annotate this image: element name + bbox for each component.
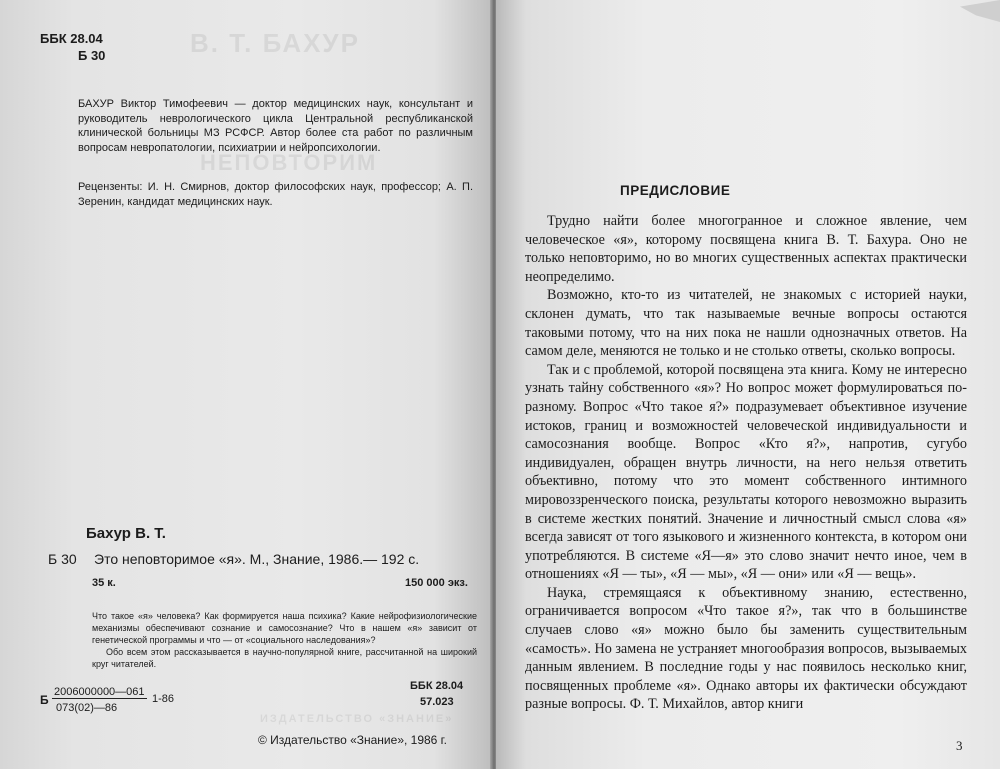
right-page — [496, 0, 1000, 769]
index-suffix: 1-86 — [152, 693, 175, 705]
catalog-author: Бахур В. Т. — [86, 525, 166, 542]
bbk-top: ББК 28.04 — [40, 31, 103, 46]
preface-body — [525, 212, 967, 714]
udc-bottom: 57.023 — [420, 696, 454, 708]
bbk-bottom: ББК 28.04 — [410, 680, 464, 692]
index-prefix: Б — [40, 693, 49, 707]
bleed-through-text: В. Т. БАХУР — [190, 28, 360, 58]
index-denominator: 073(02)—86 — [56, 702, 118, 714]
torn-corner — [960, 0, 1000, 22]
annotation-2: Обо всем этом рассказывается в научно-популярной книге, рассчитанной на широкий круг читателей. — [92, 647, 477, 669]
paragraph: Трудно найти более многогранное и сложное явление, чем человеческое «я», которому посвящена книга В. Т. Бахура. Оно не только неповторимо, но во многих существенных аспектах практически неопределимо. — [525, 213, 967, 285]
catalog-code: Б 30 — [48, 551, 77, 567]
copyright: © Издательство «Знание», 1986 г. — [258, 733, 447, 747]
reviewers: Рецензенты: И. Н. Смирнов, доктор философских наук, профессор; А. П. Зеренин, кандидат медицинских наук. — [78, 181, 473, 208]
page-heading: ПРЕДИСЛОВИЕ — [620, 183, 731, 198]
paragraph: Так и с проблемой, которой посвящена эта книга. Кому не интересно узнать тайну собственного «я»? Но вопрос может формулироваться по-разному. Вопрос «Что такое я?» подразумевает объективное изучение истоков, границ и возможностей человеческой индивидуальности и самосознания вообще. Вопрос «Кто я?», напротив, сугубо индивидуален, обращен внутрь личности, на него нельзя ответить объективно, потому что это момент собственного интимного мировоззренческого поиска, результаты которого невозможно выразить в системе жестких понятий. Значение и личностный смысл слова «я» всегда зависят от того языкового и жизненного контекста, в котором они употребляются. В системе «Я—я» это слово значит нечто иное, чем в отношениях «Я — ты», «Я — мы», «Я — они» или «Я — вещь». — [525, 361, 967, 583]
code-top: Б 30 — [78, 48, 106, 63]
bleed-through-text: ИЗДАТЕЛЬСТВО «ЗНАНИЕ» — [260, 713, 454, 725]
left-page — [0, 0, 493, 769]
annotation: Что такое «я» человека? Как формируется наша психика? Какие нейрофизиологические механизмы обеспечивают сознание и самосознание? Что в нашем «я» зависит от генетической программы и что — от «социального наследования»? — [92, 611, 477, 645]
author-bio: БАХУР Виктор Тимофеевич — доктор медицинских наук, консультант и руководитель неврологического цикла Центральной республиканской клинической больницы МЗ РСФСР. Автор более ста работ по различным вопросам невропатологии, психиатрии и нейропсихологии. — [78, 98, 473, 154]
print-run: 150 000 экз. — [405, 577, 468, 589]
paragraph: Возможно, кто-то из читателей, не знакомых с историей науки, склонен думать, что так называемые вечные вопросы остаются таковыми потому, что на них пока не нашли однозначных ответов. На самом деле, меняются не только и не столько ответы, сколько вопросы. — [525, 287, 967, 360]
index-numerator: 2006000000—061 — [54, 686, 145, 698]
page-number: 3 — [956, 738, 963, 753]
paragraph: Наука, стремящаяся к объективному знанию, естественно, ограничивается вопросом «Что такое я?», так что в большинстве случаев слово «я» можно было бы заменить существительным «самость». Но замена не устраняет многообразия вопросов, вызываемых данным явлением. В последние годы у нас появилось несколько книг, посвященных проблеме «я». Однако авторы их фактически обсуждают разные вопросы. Ф. Т. Михайлов, автор книги — [525, 584, 967, 713]
bleed-through-text: НЕПОВТОРИМ — [200, 150, 378, 175]
price: 35 к. — [92, 577, 116, 589]
catalog-title: Это неповторимое «я». М., Знание, 1986.— 192 с. — [94, 551, 420, 567]
